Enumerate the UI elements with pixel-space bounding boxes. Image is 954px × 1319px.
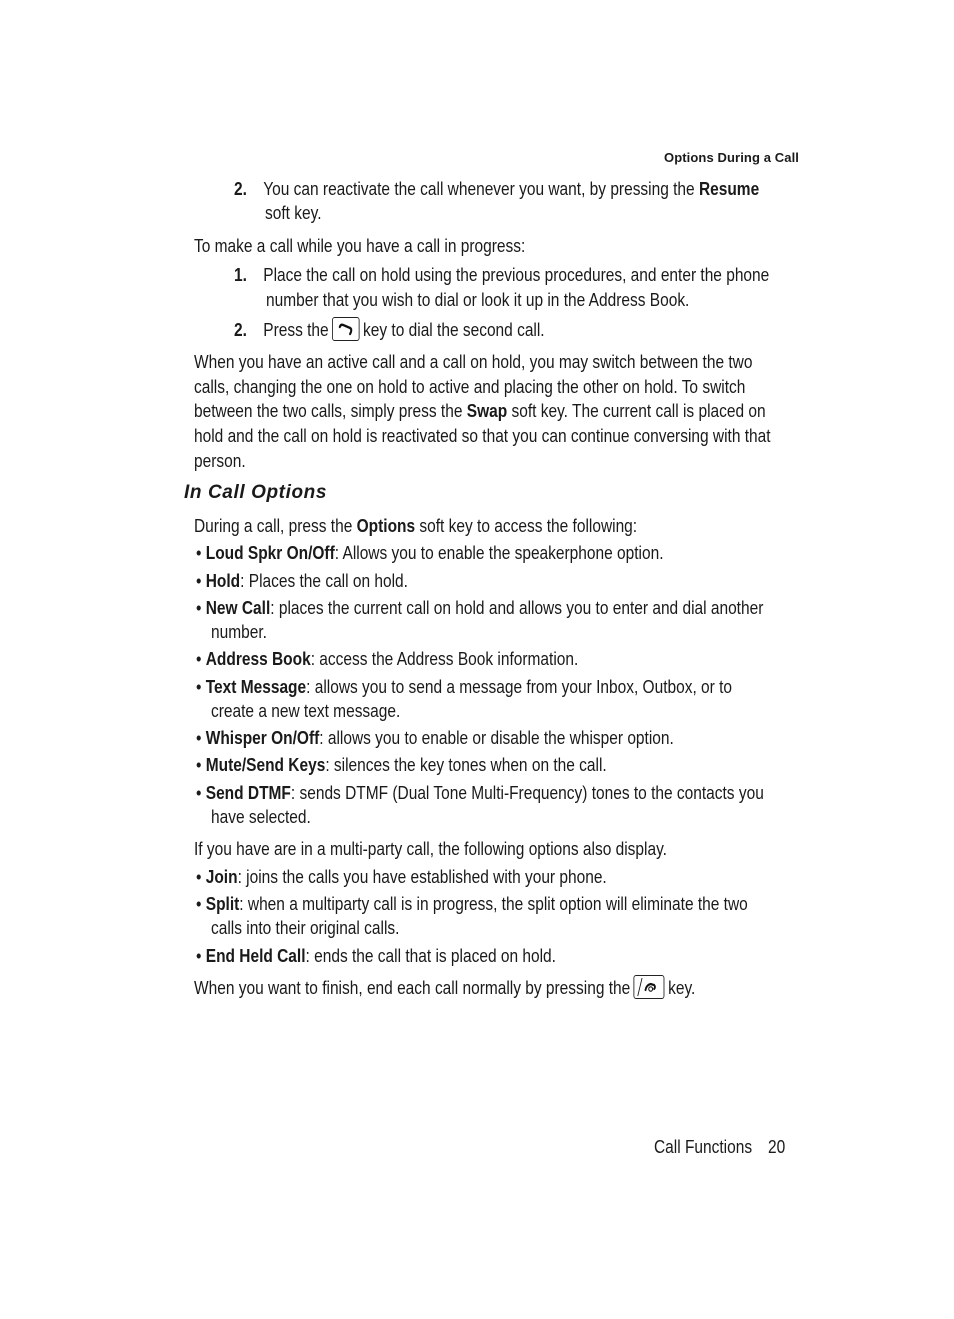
bullet: • (196, 867, 202, 887)
list-item-new-call: • New Call: places the current call on hold and allows you to enter and dial another (196, 598, 764, 618)
multiparty-intro: If you have are in a multi-party call, the following options also display. (194, 839, 667, 859)
step-resume-line2: soft key. (265, 203, 322, 223)
bullet: • (196, 783, 202, 803)
page-number: 20 (768, 1137, 786, 1157)
list-item-loud-spkr: • Loud Spkr On/Off: Allows you to enable the speakerphone option. (196, 543, 664, 563)
list-item-send-dtmf: • Send DTMF: sends DTMF (Dual Tone Multi-Frequency) tones to the contacts you (196, 783, 764, 803)
step-press-line: 2. Press the key to dial the second call. (234, 319, 545, 343)
list-item-split: • Split: when a multiparty call is in progress, the split option will eliminate the two (196, 894, 748, 914)
list-item-text-message: • Text Message: allows you to send a message from your Inbox, Outbox, or to (196, 677, 733, 697)
finish-line: When you want to finish, end each call normally by pressing the key. (194, 977, 695, 1001)
list-item-new-call-cont: number. (211, 622, 267, 642)
list-item-split-cont: calls into their original calls. (211, 918, 400, 938)
step-hold-line2: number that you wish to dial or look it up in the Address Book. (266, 290, 690, 310)
step-resume-line1: 2. You can reactivate the call whenever you want, by pressing the Resume (234, 179, 760, 199)
list-item-text-message-cont: create a new text message. (211, 701, 401, 721)
swap-paragraph-line5: person. (194, 451, 246, 471)
swap-softkey-label: Swap (466, 401, 508, 421)
running-header: Options During a Call (664, 150, 799, 165)
bullet: • (196, 946, 202, 966)
bullet: • (196, 543, 202, 563)
second-call-intro: To make a call while you have a call in progress: (194, 236, 526, 256)
step-number: 1. (234, 265, 247, 285)
step-hold-line1: 1. Place the call on hold using the previous procedures, and enter the phone (234, 265, 770, 285)
bullet: • (196, 677, 202, 697)
options-intro: During a call, press the Options soft key to access the following: (194, 516, 638, 536)
list-item-address-book: • Address Book: access the Address Book information. (196, 649, 579, 669)
list-item-mute-send-keys: • Mute/Send Keys: silences the key tones when on the call. (196, 755, 607, 775)
swap-paragraph-line3: between the two calls, simply press the Swap soft key. The current call is placed on (194, 401, 766, 421)
bullet: • (196, 649, 202, 669)
send-key-icon (332, 317, 360, 341)
list-item-end-held-call: • End Held Call: ends the call that is placed on hold. (196, 946, 556, 966)
bullet: • (196, 894, 202, 914)
step-number: 2. (234, 179, 247, 199)
end-key-icon (634, 975, 665, 999)
list-item-join: • Join: joins the calls you have established with your phone. (196, 867, 607, 887)
swap-paragraph-line1: When you have an active call and a call on hold, you may switch between the two (194, 352, 753, 372)
bullet: • (196, 598, 202, 618)
resume-softkey-label: Resume (698, 179, 760, 199)
list-item-whisper: • Whisper On/Off: allows you to enable or disable the whisper option. (196, 728, 674, 748)
options-softkey-label: Options (356, 516, 416, 536)
list-item-send-dtmf-cont: have selected. (211, 807, 311, 827)
bullet: • (196, 755, 202, 775)
step-number: 2. (234, 320, 247, 340)
bullet: • (196, 728, 202, 748)
swap-paragraph-line2: calls, changing the one on hold to active and placing the other on hold. To switch (194, 377, 746, 397)
list-item-hold: • Hold: Places the call on hold. (196, 571, 408, 591)
footer-section-name: Call Functions (654, 1137, 753, 1157)
bullet: • (196, 571, 202, 591)
section-title: In Call Options (184, 482, 328, 503)
swap-paragraph-line4: hold and the call on hold is reactivated so that you can continue conversing with that (194, 426, 771, 446)
